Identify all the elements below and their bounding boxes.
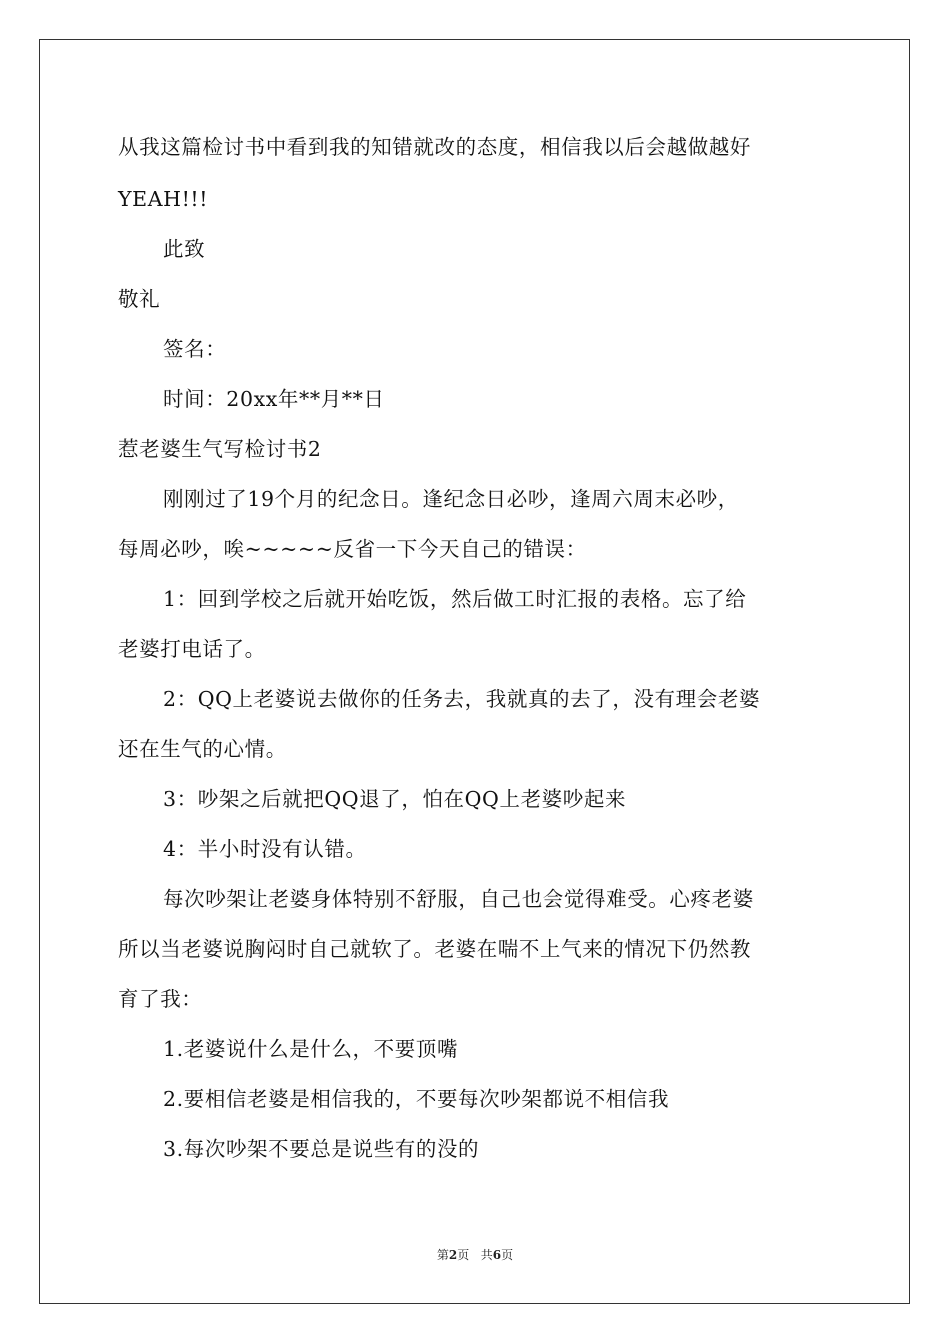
- paragraph-2-line-3: 育了我：: [118, 987, 203, 1011]
- footer-total-prefix: 共: [480, 1248, 493, 1262]
- paragraph-1-line-2: 每周必吵，唉~~~~~反省一下今天自己的错误：: [118, 537, 587, 561]
- salutation-line: 此致: [163, 237, 206, 261]
- paragraph-1-line-1: 刚刚过了19个月的纪念日。逢纪念日必吵，逢周六周末必吵，: [163, 487, 739, 511]
- footer-page-suffix: 页: [457, 1248, 470, 1262]
- rule-1: 1.老婆说什么是什么，不要顶嘴: [163, 1037, 459, 1061]
- page-border: [39, 39, 910, 1304]
- page-footer: [0, 1247, 950, 1263]
- regards-line: 敬礼: [118, 287, 161, 311]
- item-1-line-1: 1：回到学校之后就开始吃饭，然后做工时汇报的表格。忘了给: [163, 587, 747, 611]
- footer-total-suffix: 页: [501, 1248, 514, 1262]
- item-4: 4：半小时没有认错。: [163, 837, 367, 861]
- footer-prefix: 第: [436, 1248, 449, 1262]
- footer-total-pages: 6: [492, 1248, 502, 1262]
- footer-page-number: 2: [448, 1248, 458, 1262]
- paragraph-2-line-2: 所以当老婆说胸闷时自己就软了。老婆在喘不上气来的情况下仍然教: [118, 937, 751, 961]
- item-2-line-2: 还在生气的心情。: [118, 737, 287, 761]
- rule-2: 2.要相信老婆是相信我的，不要每次吵架都说不相信我: [163, 1087, 670, 1111]
- item-3: 3：吵架之后就把QQ退了，怕在QQ上老婆吵起来: [163, 787, 627, 811]
- signature-line: 签名：: [163, 337, 227, 361]
- paragraph-2-line-1: 每次吵架让老婆身体特别不舒服，自己也会觉得难受。心疼老婆: [163, 887, 754, 911]
- item-2-line-1: 2：QQ上老婆说去做你的任务去，我就真的去了，没有理会老婆: [163, 687, 761, 711]
- text-line-2: YEAH!!!: [118, 187, 209, 211]
- date-line: 时间：20xx年**月**日: [163, 387, 385, 411]
- section-title: 惹老婆生气写检讨书2: [118, 437, 322, 461]
- text-line-1: 从我这篇检讨书中看到我的知错就改的态度，相信我以后会越做越好: [118, 135, 751, 159]
- item-1-line-2: 老婆打电话了。: [118, 637, 266, 661]
- rule-3: 3.每次吵架不要总是说些有的没的: [163, 1137, 480, 1161]
